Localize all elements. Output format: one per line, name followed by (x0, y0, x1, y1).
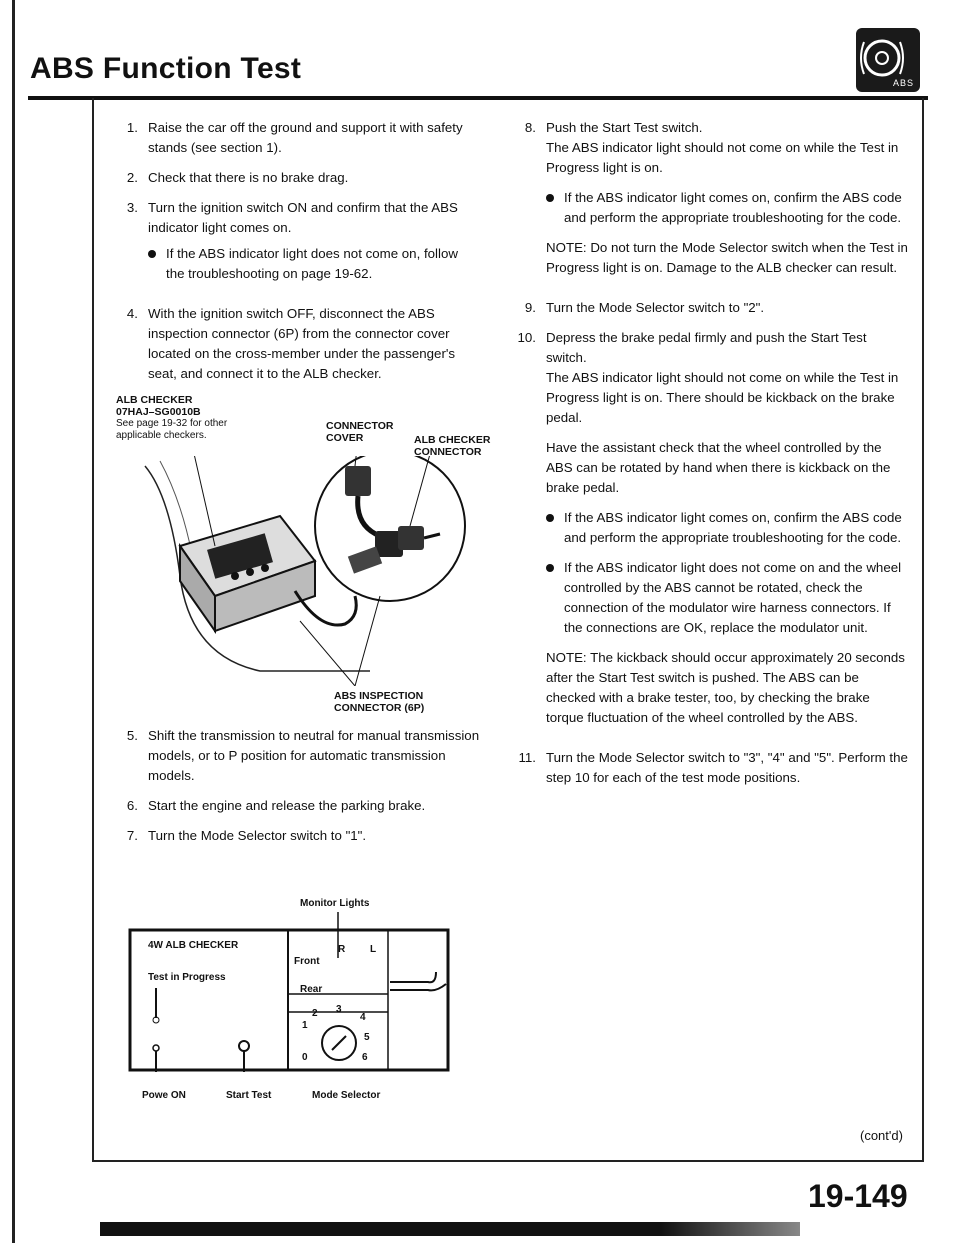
panel-test-in-progress: Test in Progress (148, 972, 226, 983)
dial-label-4: 4 (360, 1012, 366, 1023)
step-4 (112, 304, 480, 384)
abs-logo-text: ABS (892, 78, 914, 88)
step-10-text: Depress the brake pedal firmly and push the Start Test switch. (546, 330, 867, 365)
step-number: 9. (524, 300, 536, 315)
dial-label-3: 3 (336, 1004, 342, 1015)
step-9 (510, 298, 908, 318)
bullet-icon (546, 564, 554, 572)
step-1 (112, 118, 480, 158)
step-3-text: Turn the ignition switch ON and confirm that the ABS indicator light comes on. (148, 200, 458, 235)
step-10-body-2: Have the assistant check that the wheel controlled by the ABS can be rotated by hand when there is kickback on the brake pedal. (546, 440, 891, 495)
right-column (510, 118, 908, 798)
bullet-text: If the ABS indicator light comes on, confirm the ABS code and perform the appropriate troubleshooting for the code. (564, 510, 902, 545)
step-11 (510, 748, 908, 788)
step-number: 2. (126, 170, 138, 185)
step-text: With the ignition switch OFF, disconnect the ABS inspection connector (6P) from the connector cover located on the cross-member under the passenger's seat, and connect it to the ALB checker. (148, 306, 456, 381)
footer-rule (100, 1222, 800, 1236)
panel-col-r: R (338, 944, 346, 955)
step-number: 10. (517, 330, 536, 345)
checker-connection-illustration (140, 456, 480, 686)
binding-edge (12, 0, 15, 1243)
alb-checker-panel (128, 912, 450, 1072)
bullet-item (546, 558, 908, 638)
step-3 (112, 198, 480, 294)
step-body (546, 328, 908, 738)
step-5 (112, 726, 480, 786)
step-number: 1. (126, 120, 138, 135)
bullet-item (546, 188, 908, 228)
step-text: Check that there is no brake drag. (148, 170, 349, 185)
step-10-note: NOTE: The kickback should occur approximately 20 seconds after the Start Test switch is pushed. The ABS can be checked with a brake tester, too, by checking the brake torque fluctuation of the wheel controlled by the ABS. (546, 650, 905, 725)
inspection-connector-label: ABS INSPECTION CONNECTOR (6P) (334, 690, 425, 714)
step-text (148, 198, 480, 294)
abs-logo-icon (856, 28, 920, 92)
dial-label-1: 1 (302, 1020, 308, 1031)
bullet-item (546, 508, 908, 548)
bullet-text: If the ABS indicator light does not come on and the wheel controlled by the ABS cannot be rotated, check the connection of the modulator wire harness connectors. If the connections are OK, replace the modulator unit. (564, 560, 902, 635)
step-7 (112, 826, 480, 846)
dial-label-2: 2 (312, 1008, 318, 1019)
step-8-note: NOTE: Do not turn the Mode Selector switch when the Test in Progress light is on. Damage to the ALB checker can result. (546, 240, 908, 275)
connector-cover-label: CONNECTOR COVER (326, 420, 394, 444)
start-test-label: Start Test (226, 1090, 272, 1101)
step-2 (112, 168, 480, 188)
alb-checker-title: ALB CHECKER (116, 394, 193, 406)
step-10 (510, 328, 908, 738)
alb-checker-note: See page 19-32 for other applicable checkers. (116, 418, 228, 441)
bullet-icon (148, 250, 156, 258)
alb-connector-label: ALB CHECKER CONNECTOR (414, 434, 491, 458)
step-body (546, 118, 908, 288)
alb-checker-box (180, 516, 315, 631)
bullet-text: If the ABS indicator light does not come on, follow the troubleshooting on page 19-62. (166, 246, 458, 281)
bullet-icon (546, 514, 554, 522)
mode-selector-label: Mode Selector (312, 1090, 381, 1101)
step-10-body: The ABS indicator light should not come on while the Test in Progress light is on. There should be kickback on the brake pedal. (546, 370, 899, 425)
step-text: Raise the car off the ground and support it with safety stands (see section 1). (148, 120, 463, 155)
step-number: 4. (126, 306, 138, 321)
dial-label-0: 0 (302, 1052, 308, 1063)
alb-checker-label (116, 394, 236, 442)
panel-front: Front (294, 956, 320, 967)
bullet-text: If the ABS indicator light comes on, confirm the ABS code and perform the appropriate troubleshooting for the code. (564, 190, 902, 225)
step-number: 11. (518, 750, 536, 765)
step-text: Turn the Mode Selector switch to "3", "4" and "5". Perform the step 10 for each of the test mode positions. (546, 750, 908, 785)
step-6 (112, 796, 480, 816)
panel-checker-title: 4W ALB CHECKER (148, 940, 239, 951)
step-text: Shift the transmission to neutral for manual transmission models, or to P position for automatic transmission models. (148, 728, 480, 783)
step-number: 7. (126, 828, 138, 843)
left-column (112, 118, 480, 394)
page-number: 19-149 (808, 1178, 908, 1214)
step-text: Start the engine and release the parking brake. (148, 798, 426, 813)
step-number: 5. (126, 728, 138, 743)
dial-label-5: 5 (364, 1032, 370, 1043)
step-text: Turn the Mode Selector switch to "2". (546, 300, 765, 315)
step-number: 6. (126, 798, 138, 813)
monitor-lights-label: Monitor Lights (300, 898, 370, 909)
alb-checker-part-number: 07HAJ–SG0010B (116, 406, 201, 418)
left-column-lower (112, 726, 480, 856)
step-8 (510, 118, 908, 288)
panel-rear: Rear (300, 984, 323, 995)
step-text: Turn the Mode Selector switch to "1". (148, 828, 367, 843)
step-number: 3. (126, 200, 138, 215)
step-8-body: The ABS indicator light should not come on while the Test in Progress light is on. (546, 140, 899, 175)
step-number: 8. (524, 120, 536, 135)
bullet-icon (546, 194, 554, 202)
page-title: ABS Function Test (30, 52, 302, 85)
step-8-text: Push the Start Test switch. (546, 120, 703, 135)
continued-label: (cont'd) (860, 1128, 903, 1143)
panel-col-l: L (370, 944, 377, 955)
power-switch-label: Powe ON (142, 1090, 186, 1101)
dial-label-6: 6 (362, 1052, 368, 1063)
bullet-item (148, 244, 480, 284)
